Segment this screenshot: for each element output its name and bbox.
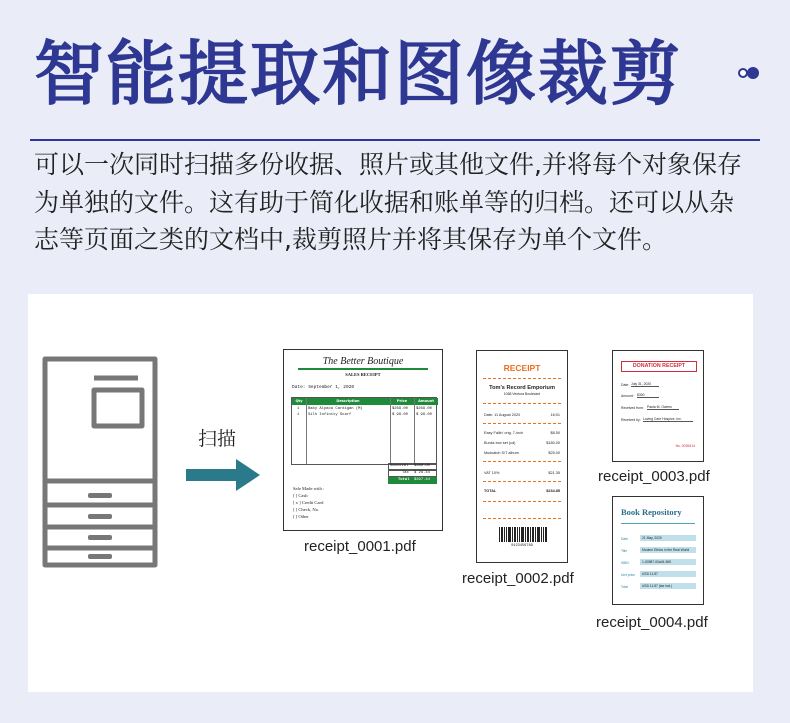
title-divider (30, 139, 760, 141)
total-label: Total (398, 478, 410, 482)
payment-line: [ ] Check, No. (293, 507, 320, 512)
tax-label: Tax (402, 471, 409, 475)
field-value: 21 May, 2020 (640, 535, 696, 541)
receipt-document-3 (612, 350, 704, 462)
receipt-row: Date: 11 August 2020 16:01 (484, 413, 560, 417)
field-label: ISBN (621, 561, 629, 565)
payment-line: [ x ] Credit Card (293, 500, 324, 505)
items-table (291, 397, 437, 465)
table-cell: Baby Alpaca Cardigan (M) (308, 407, 363, 411)
table-cell: $ 99.00 (392, 413, 408, 417)
subtotal-value: $368.00 (414, 464, 430, 468)
toggle-dot-filled (747, 67, 759, 79)
store-name: The Better Boutique (322, 356, 404, 367)
filename-label: receipt_0003.pdf (598, 468, 710, 485)
receipt-number: No. 0095414 (675, 444, 695, 448)
table-cell: $269.00 (416, 407, 432, 411)
store-name: Tom's Record Emporium (489, 385, 555, 391)
toggle-icon[interactable] (738, 67, 760, 78)
receipt-title: RECEIPT (503, 363, 541, 373)
field-label: Amount: (621, 394, 634, 398)
receipt-row: Mudcatch S/T album $25.00 (484, 451, 560, 455)
payment-line: Sale Made with : (293, 486, 325, 491)
field-value: Loving Care Hospice, Inc. (643, 417, 693, 422)
receipt-title: Book Repository (621, 507, 682, 517)
field-label: Title (621, 549, 628, 553)
field-label: Unit price (621, 573, 635, 577)
receipt-row: Bunks box set (cd) $180.00 (484, 441, 560, 445)
filename-label: receipt_0004.pdf (596, 614, 708, 631)
subtotal-label: Subtotal (390, 464, 409, 468)
payment-line: [ ] Cash (293, 493, 308, 498)
field-value: 1-00987-00a04-965 (640, 559, 696, 565)
field-value: Paula M. Owens (647, 405, 679, 410)
column-header: Qty (292, 398, 306, 405)
receipt-row: Easy Fallin' orig. 7-inch $8.50 (484, 431, 560, 435)
receipt-document-1 (283, 349, 443, 531)
total-value: $397.44 (414, 478, 430, 482)
table-cell: 1 (297, 413, 300, 417)
receipt-row: TOTAL $234.85 (484, 489, 560, 493)
field-value: $300 (637, 393, 659, 398)
field-label: Received from: (621, 406, 644, 410)
scan-label: 扫描 (198, 428, 237, 450)
field-value: July 31, 2020 (631, 382, 659, 387)
description-text: 可以一次同时扫描多份收据、照片或其他文件,并将每个对象保存为单独的文件。这有助于简化收据和账单等的归档。还可以从杂志等页面之类的文档中,裁剪照片并将其保存为单个文件。 (34, 150, 742, 254)
field-value: USD 11.87 (640, 571, 696, 577)
filename-label: receipt_0002.pdf (462, 570, 574, 587)
field-value: Modern Ethics in the Real World (640, 547, 696, 553)
copier-icon (42, 356, 158, 568)
column-header: Price (390, 398, 414, 405)
column-header: Description (306, 398, 390, 405)
table-cell: $ 99.00 (416, 413, 432, 417)
table-cell: $269.00 (392, 407, 408, 411)
receipt-subtitle: SALES RECEIPT (345, 372, 381, 377)
receipt-document-4 (612, 496, 704, 605)
arrow-right-icon (186, 459, 260, 491)
table-cell: 1 (297, 407, 300, 411)
receipt-document-2 (476, 350, 568, 563)
table-cell: Silk Infinity Scarf (308, 413, 352, 417)
field-label: Date (621, 537, 628, 541)
payment-line: [ ] Other (293, 514, 309, 519)
header-rule (298, 368, 428, 370)
field-label: Total (621, 585, 628, 589)
barcode-number: 0123456789 (511, 544, 533, 548)
receipt-date: Date: September 1, 2020 (292, 385, 355, 390)
receipt-row: VAT 10% $21.35 (484, 471, 560, 475)
field-label: Date: (621, 383, 630, 387)
field-label: Received by: (621, 418, 641, 422)
page-title: 智能提取和图像裁剪 (34, 33, 682, 115)
field-value: USD 11.87 (tax incl.) (640, 583, 696, 589)
filename-label: receipt_0001.pdf (304, 538, 416, 555)
barcode-icon (499, 527, 547, 542)
tax-value: $ 29.44 (414, 471, 430, 475)
receipt-title: DONATION RECEIPT (621, 361, 697, 372)
column-header: Amount (414, 398, 438, 405)
store-address: 1068 Ventura Boulevard (503, 392, 541, 396)
